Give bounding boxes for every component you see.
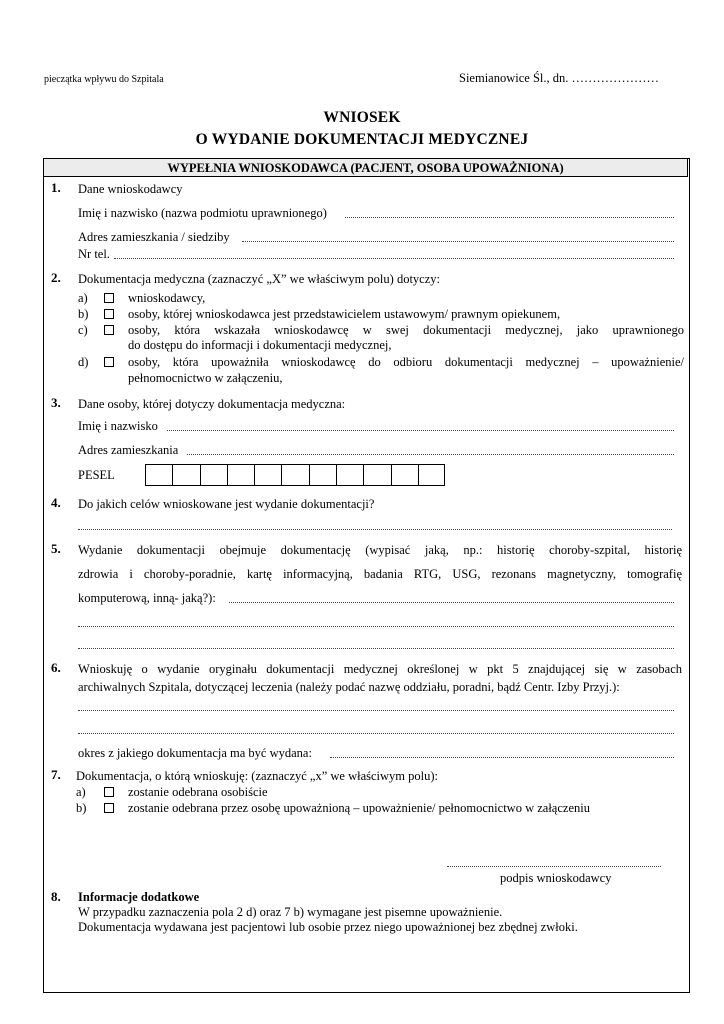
pesel-digit-box[interactable]	[391, 464, 418, 486]
s8-text-1: W przypadku zaznaczenia pola 2 d) oraz 7 b) wymagane jest pisemne upoważnienie.	[78, 905, 503, 919]
doc-subtitle: O WYDANIE DOKUMENTACJI MEDYCZNEJ	[195, 131, 529, 148]
s4-label: Do jakich celów wnioskowane jest wydanie dokumentacji?	[78, 497, 375, 511]
s5-field-1[interactable]	[229, 602, 674, 603]
s1-address-field[interactable]	[242, 241, 674, 242]
s3-number: 3.	[51, 395, 61, 410]
s3-name-field[interactable]	[167, 430, 674, 431]
s1-phone-field[interactable]	[114, 258, 674, 259]
s7-number: 7.	[51, 767, 61, 782]
s2-c-letter: c)	[78, 323, 88, 337]
s6-text-1: Wnioskuję o wydanie oryginału dokumentacji medycznej określonej w pkt 5 znajdującej się w zasobach	[78, 662, 682, 676]
s7-b-text: zostanie odebrana przez osobę upoważnioną – upoważnienie/ pełnomocnictwo w załączeniu	[128, 801, 590, 815]
s3-pesel-label: PESEL	[78, 468, 115, 482]
s2-d-checkbox[interactable]	[104, 357, 114, 367]
s8-label: Informacje dodatkowe	[78, 890, 200, 904]
s7-a-checkbox[interactable]	[104, 787, 114, 797]
stamp-label: pieczątka wpływu do Szpitala	[44, 74, 164, 85]
s6-text-2: archiwalnych Szpitala, dotyczącej leczenia (należy podać nazwę oddziału, poradni, bądź Centr. Izby Przyj.):	[78, 680, 620, 694]
pesel-digit-box[interactable]	[363, 464, 390, 486]
s1-number: 1.	[51, 180, 61, 195]
s5-field-2[interactable]	[78, 626, 674, 627]
s2-c-text-1: osoby, która wskazała wnioskodawcę w swej dokumentacji medycznej, jako uprawnionego	[128, 323, 684, 337]
s4-number: 4.	[51, 495, 61, 510]
s2-b-letter: b)	[78, 307, 89, 321]
s2-b-checkbox[interactable]	[104, 309, 114, 319]
s7-b-checkbox[interactable]	[104, 803, 114, 813]
signature-field[interactable]	[447, 866, 661, 867]
s7-a-letter: a)	[76, 785, 86, 799]
pesel-digit-box[interactable]	[145, 464, 172, 486]
pesel-digit-box[interactable]	[418, 464, 445, 486]
s1-address-label: Adres zamieszkania / siedziby	[78, 230, 230, 244]
s4-field[interactable]	[78, 529, 672, 530]
s6-period-label: okres z jakiego dokumentacja ma być wydana:	[78, 746, 312, 760]
s5-text-3: komputerową, inną- jaką?):	[78, 591, 216, 605]
s3-name-label: Imię i nazwisko	[78, 419, 158, 433]
s5-field-3[interactable]	[78, 648, 674, 649]
s7-b-letter: b)	[76, 801, 87, 815]
pesel-digit-box[interactable]	[254, 464, 281, 486]
pesel-boxes[interactable]	[145, 464, 445, 486]
s2-d-text-2: pełnomocnictwo w załączeniu,	[128, 371, 283, 385]
s7-label: Dokumentacja, o którą wnioskuję: (zaznaczyć „x” we właściwym polu):	[76, 769, 439, 783]
s2-a-text: wnioskodawcy,	[128, 291, 206, 305]
pesel-digit-box[interactable]	[336, 464, 363, 486]
s7-a-text: zostanie odebrana osobiście	[128, 785, 268, 799]
place-date: Siemianowice Śl., dn. …………………	[459, 71, 659, 85]
pesel-digit-box[interactable]	[172, 464, 199, 486]
s3-label: Dane osoby, której dotyczy dokumentacja medyczna:	[78, 397, 346, 411]
s8-number: 8.	[51, 889, 61, 904]
s2-c-text-2: do dostępu do informacji i dokumentacji medycznej,	[128, 338, 392, 352]
doc-title: WNIOSEK	[323, 109, 401, 126]
s5-text-1: Wydanie dokumentacji obejmuje dokumentację (wypisać jaką, np.: historię choroby-szpital, historię	[78, 543, 682, 557]
s2-label: Dokumentacja medyczna (zaznaczyć „X” we właściwym polu) dotyczy:	[78, 272, 440, 286]
s6-field-2[interactable]	[78, 733, 674, 734]
s1-phone-label: Nr tel.	[78, 247, 110, 261]
s6-period-field[interactable]	[330, 757, 674, 758]
s5-text-2: zdrowia i choroby-poradnie, kartę informacyjną, badania RTG, USG, rezonans magnetyczny, tomografię	[78, 567, 682, 581]
s5-number: 5.	[51, 541, 61, 556]
s3-address-label: Adres zamieszkania	[78, 443, 179, 457]
s2-c-checkbox[interactable]	[104, 325, 114, 335]
s6-number: 6.	[51, 660, 61, 675]
pesel-digit-box[interactable]	[309, 464, 336, 486]
s2-a-letter: a)	[78, 291, 88, 305]
pesel-digit-box[interactable]	[281, 464, 308, 486]
signature-label: podpis wnioskodawcy	[500, 871, 612, 885]
s2-d-letter: d)	[78, 355, 89, 369]
s1-label: Dane wnioskodawcy	[78, 182, 183, 196]
section-header: WYPEŁNIA WNIOSKODAWCA (PACJENT, OSOBA UPOWAŻNIONA)	[43, 158, 688, 177]
pesel-digit-box[interactable]	[227, 464, 254, 486]
s2-d-text-1: osoby, która upoważniła wnioskodawcę do odbioru dokumentacji medycznej – upoważnienie/	[128, 355, 684, 369]
s2-b-text: osoby, której wnioskodawca jest przedstawicielem ustawowym/ prawnym opiekunem,	[128, 307, 561, 321]
pesel-digit-box[interactable]	[200, 464, 227, 486]
s3-address-field[interactable]	[187, 454, 674, 455]
s1-name-field[interactable]	[345, 217, 674, 218]
s2-a-checkbox[interactable]	[104, 293, 114, 303]
s2-number: 2.	[51, 270, 61, 285]
s1-name-label: Imię i nazwisko (nazwa podmiotu uprawnionego)	[78, 206, 327, 220]
s8-text-2: Dokumentacja wydawana jest pacjentowi lub osobie przez niego upoważnionej bez zbędnej zwłoki.	[78, 920, 578, 934]
s6-field-1[interactable]	[78, 710, 674, 711]
